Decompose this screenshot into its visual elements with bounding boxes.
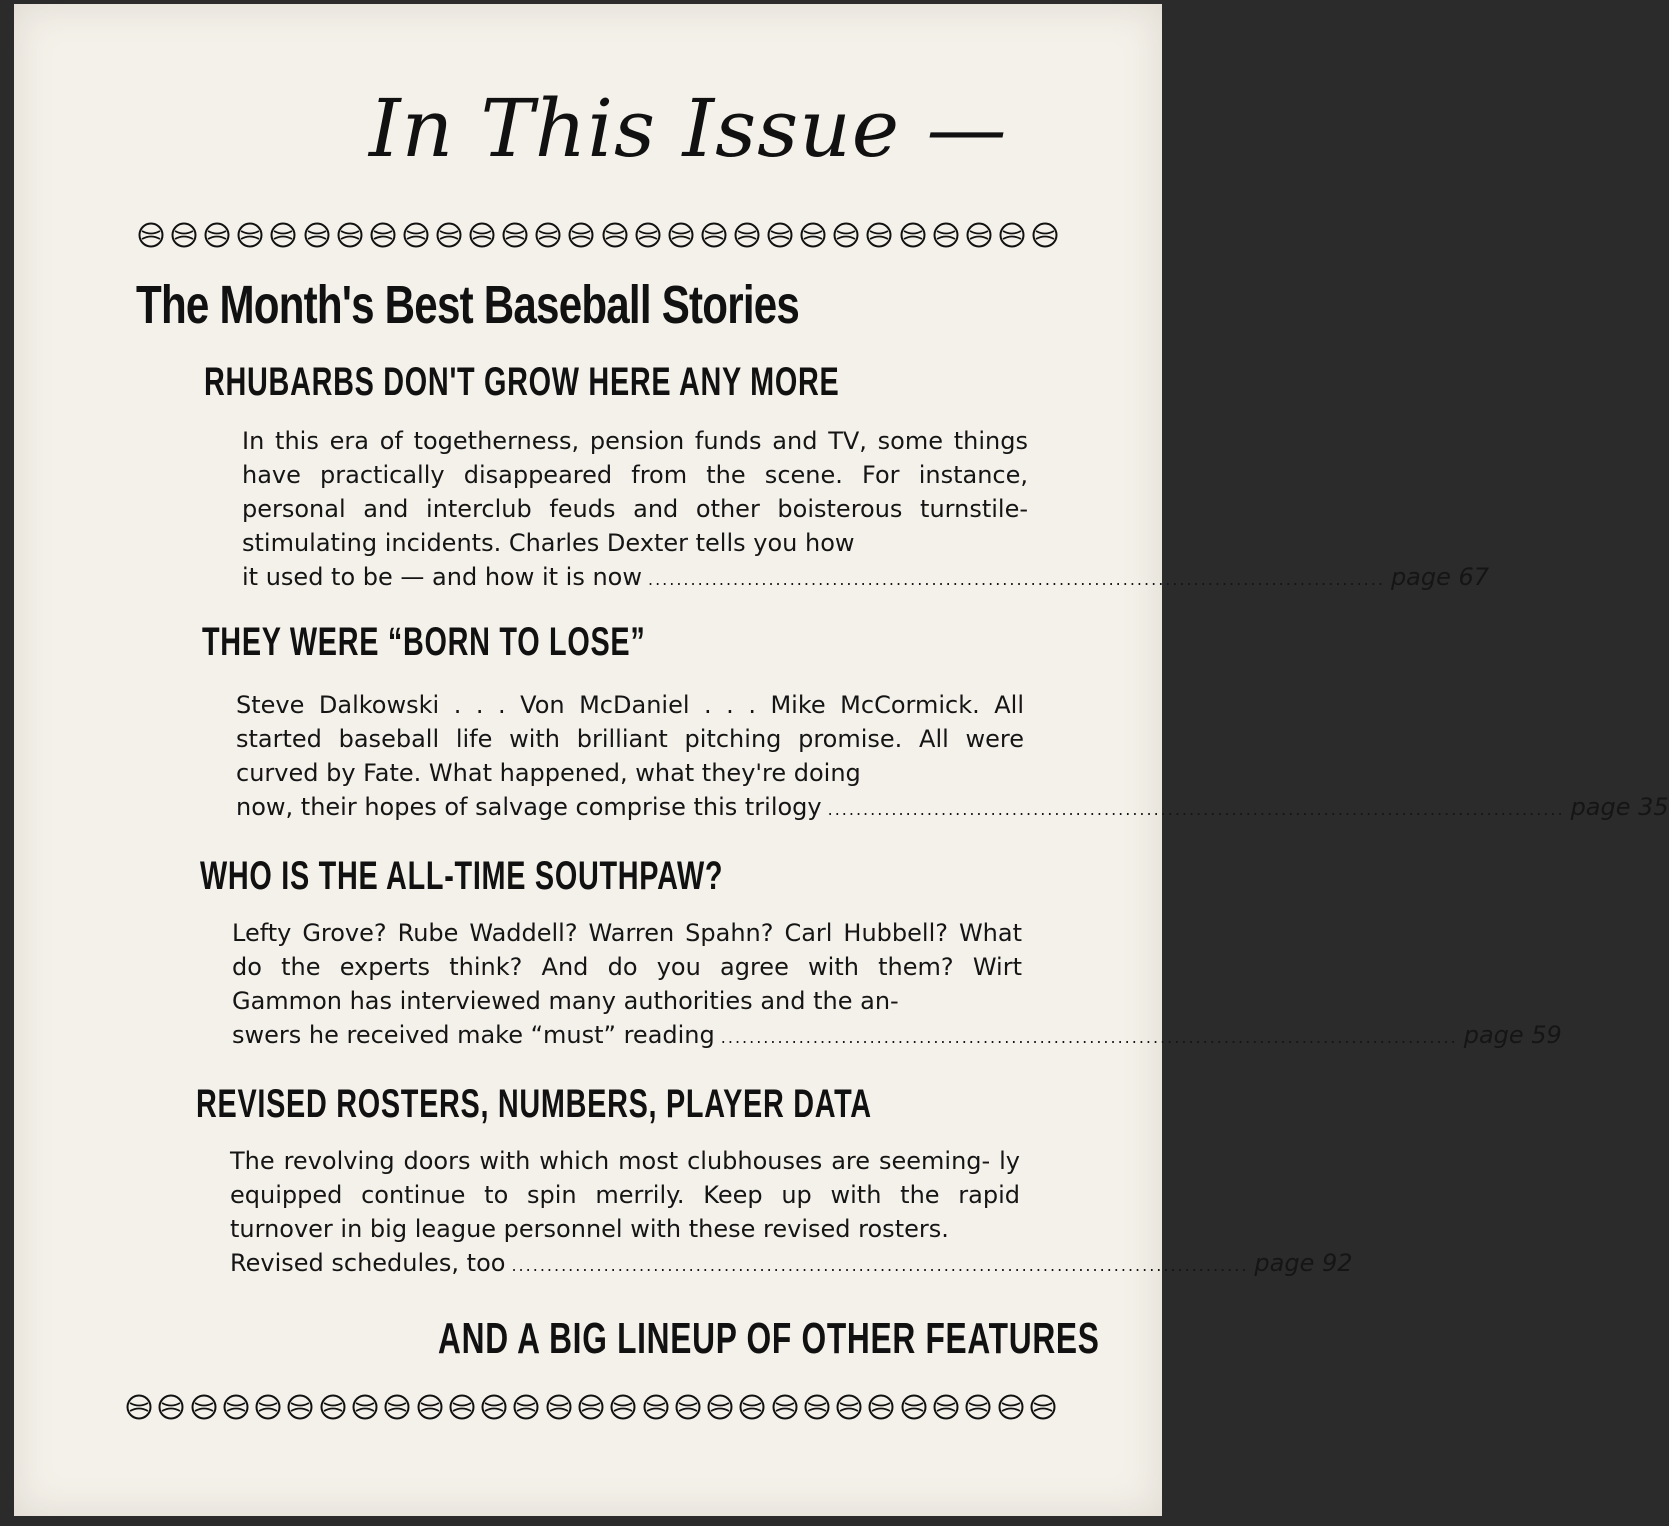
leader-dots: ........................................................................................................: [511, 1256, 1249, 1275]
baseball-icon: [602, 222, 628, 248]
baseball-icon: [836, 1394, 862, 1420]
page-reference: page 92: [1254, 1249, 1353, 1277]
story-title: REVISED ROSTERS, NUMBERS, PLAYER DATA: [196, 1082, 872, 1126]
baseball-icon: [449, 1394, 475, 1420]
baseball-icon: [384, 1394, 410, 1420]
story-last-line: swers he received make “must” reading: [232, 1021, 715, 1049]
baseball-icon: [868, 1394, 894, 1420]
page-reference: page 35: [1570, 793, 1669, 821]
baseball-icon: [287, 1394, 313, 1420]
story-body: [242, 424, 1490, 597]
baseball-icon: [866, 222, 892, 248]
baseball-icon: [901, 1394, 927, 1420]
baseball-icon: [643, 1394, 669, 1420]
story-text: Steve Dalkowski . . . Von McDaniel . . . Mike McCormick. All started baseball life with brilliant pitching promise. All were curved by Fate. What happened, what they're doing: [236, 691, 1024, 787]
baseball-icon: [668, 222, 694, 248]
baseball-divider-top: [138, 222, 1058, 248]
baseball-icon: [138, 222, 164, 248]
baseball-icon: [546, 1394, 572, 1420]
baseball-icon: [900, 222, 926, 248]
baseball-icon: [933, 1394, 959, 1420]
leader-dots: ........................................................................................................: [648, 570, 1385, 589]
baseball-icon: [270, 222, 296, 248]
baseball-icon: [635, 222, 661, 248]
story-title: RHUBARBS DON'T GROW HERE ANY MORE: [204, 360, 840, 404]
baseball-icon: [352, 1394, 378, 1420]
headline: In This Issue —: [369, 82, 1008, 175]
leader-dots: ........................................................................................................: [720, 1028, 1458, 1047]
baseball-icon: [804, 1394, 830, 1420]
baseball-icon: [171, 222, 197, 248]
leader-dots: ........................................................................................................: [827, 800, 1565, 819]
story-body: [236, 688, 1669, 827]
story-title: THEY WERE “BORN TO LOSE”: [202, 620, 646, 664]
baseball-icon: [772, 1394, 798, 1420]
baseball-icon: [734, 222, 760, 248]
page-reference: page 59: [1463, 1021, 1562, 1049]
baseball-icon: [320, 1394, 346, 1420]
baseball-icon: [255, 1394, 281, 1420]
story-last-line: now, their hopes of salvage comprise this trilogy: [236, 793, 822, 821]
story-text: In this era of togetherness, pension funds and TV, some things have practically disappeared from the scene. For instance, personal and interclub feuds and other boisterous turnstile-stimulating incidents. Charles Dexter tells you how: [242, 427, 1028, 557]
story-title: WHO IS THE ALL-TIME SOUTHPAW?: [200, 854, 724, 898]
baseball-icon: [237, 222, 263, 248]
baseball-icon: [469, 222, 495, 248]
story-leader-line: [232, 1018, 1562, 1055]
story-body: [232, 916, 1562, 1055]
section-title: The Month's Best Baseball Stories: [136, 275, 800, 335]
story-text: The revolving doors with which most clubhouses are seeming- ly equipped continue to spin merrily. Keep up with the rapid turnover in big league personnel with these revised rosters.: [230, 1147, 1020, 1243]
baseball-icon: [337, 222, 363, 248]
baseball-icon: [204, 222, 230, 248]
baseball-icon: [701, 222, 727, 248]
baseball-icon: [304, 222, 330, 248]
baseball-icon: [436, 222, 462, 248]
footer-title: AND A BIG LINEUP OF OTHER FEATURES: [438, 1314, 1100, 1363]
story-leader-line: [230, 1246, 1353, 1283]
baseball-icon: [502, 222, 528, 248]
baseball-icon: [403, 222, 429, 248]
baseball-icon: [833, 222, 859, 248]
story-leader-line: [242, 560, 1490, 597]
baseball-icon: [535, 222, 561, 248]
baseball-icon: [767, 222, 793, 248]
story-last-line: Revised schedules, too: [230, 1249, 506, 1277]
baseball-icon: [126, 1394, 152, 1420]
baseball-icon: [1032, 222, 1058, 248]
story-body: [230, 1144, 1353, 1283]
page-reference: page 67: [1390, 563, 1490, 591]
baseball-icon: [223, 1394, 249, 1420]
baseball-icon: [417, 1394, 443, 1420]
baseball-icon: [965, 1394, 991, 1420]
baseball-icon: [610, 1394, 636, 1420]
baseball-icon: [578, 1394, 604, 1420]
baseball-icon: [800, 222, 826, 248]
baseball-icon: [481, 1394, 507, 1420]
baseball-icon: [933, 222, 959, 248]
baseball-icon: [158, 1394, 184, 1420]
story-leader-line: [236, 790, 1669, 827]
baseball-icon: [707, 1394, 733, 1420]
baseball-icon: [370, 222, 396, 248]
baseball-divider-bottom: [126, 1394, 1056, 1420]
baseball-icon: [568, 222, 594, 248]
baseball-icon: [998, 1394, 1024, 1420]
baseball-icon: [191, 1394, 217, 1420]
story-text: Lefty Grove? Rube Waddell? Warren Spahn? Carl Hubbell? What do the experts think? And do you agree with them? Wirt Gammon has interviewed many authorities and the an-: [232, 919, 1022, 1015]
baseball-icon: [966, 222, 992, 248]
baseball-icon: [1030, 1394, 1056, 1420]
baseball-icon: [675, 1394, 701, 1420]
baseball-icon: [739, 1394, 765, 1420]
story-last-line: it used to be — and how it is now: [242, 563, 642, 591]
magazine-page: [14, 4, 1669, 1516]
baseball-icon: [999, 222, 1025, 248]
baseball-icon: [513, 1394, 539, 1420]
